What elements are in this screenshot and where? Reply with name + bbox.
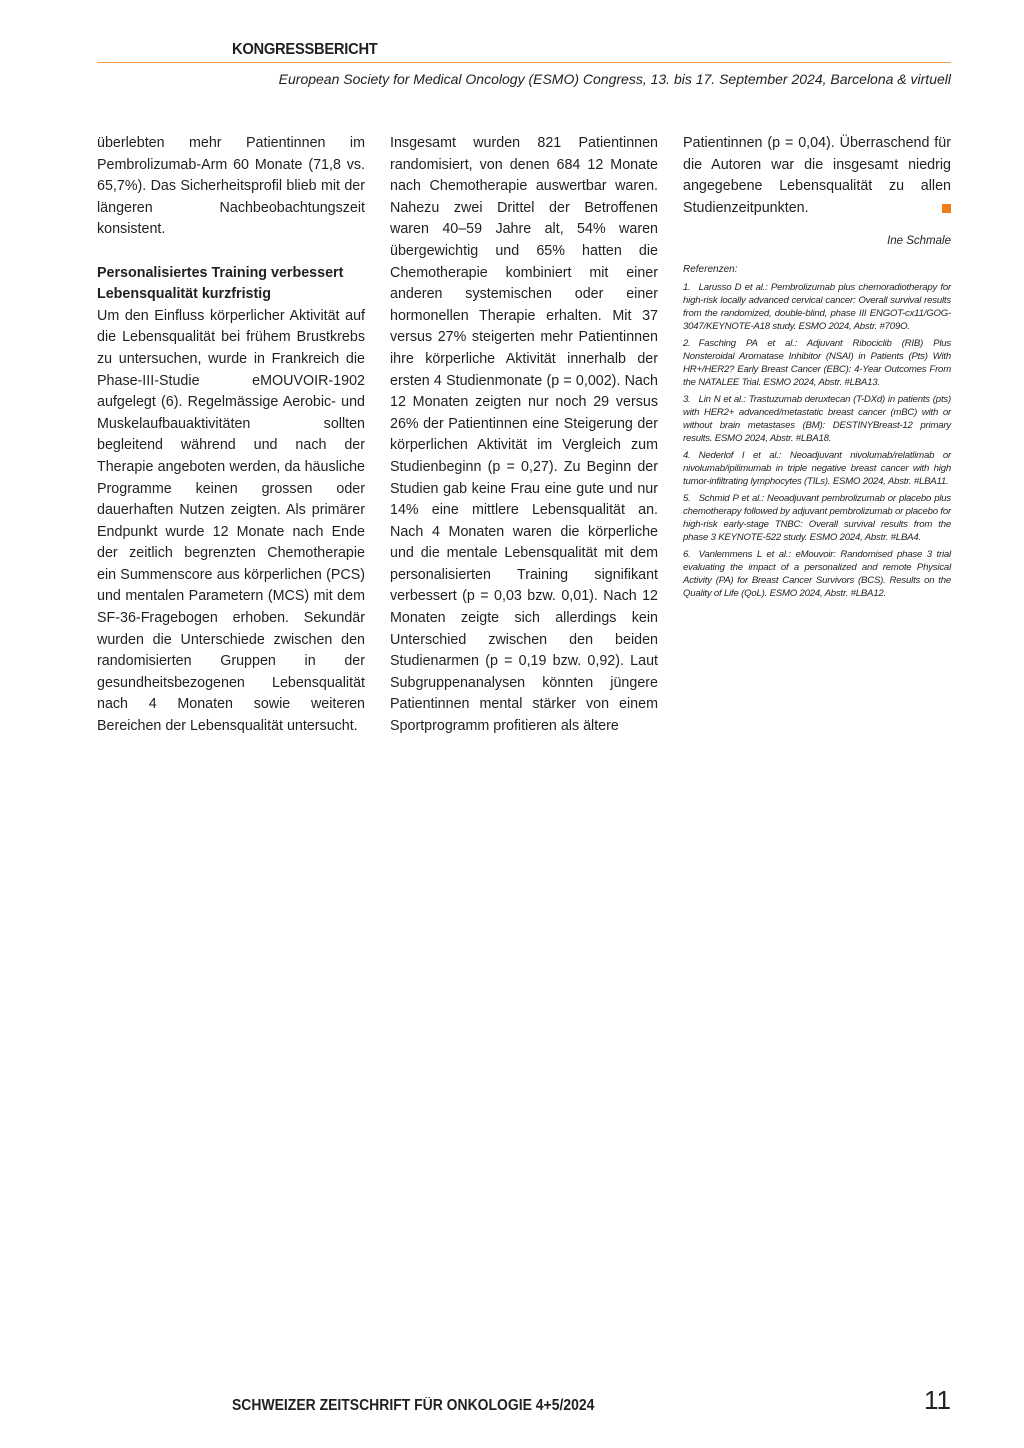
reference-item bbox=[683, 337, 951, 389]
references-title: Referenzen: bbox=[683, 264, 738, 276]
journal-footer: SCHWEIZER ZEITSCHRIFT FÜR ONKOLOGIE 4+5/2024 bbox=[232, 1397, 595, 1414]
reference-item bbox=[683, 548, 951, 600]
reference-text: Schmid P et al.: Neoadjuvant pembrolizumab or placebo plus chemotherapy followed by adjuvant pembrolizumab or placebo for high-risk early-stage TNBC: Overall survival results from the phase 3 KEYNOTE-522 study. ESMO 2024, Abstr. #LBA4. bbox=[683, 493, 951, 544]
reference-text: Vanlemmens L et al.: eMouvoir: Randomised phase 3 trial evaluating the impact of a personalized and remote Physical Activity (PA) for Breast Cancer Survivors (BCS). Results on the Quality of Life (QoL). ESMO 2024, Abstr. #LBA12. bbox=[683, 549, 951, 600]
reference-text: Fasching PA et al.: Adjuvant Ribociclib (RIB) Plus Nonsteroidal Aromatase Inhibitor (NSAI) in Patients (Pts) With HR+/HER2? Early Breast Cancer (EBC): 4-Year Outcomes From the NATALEE Trial. ESMO 2024, Abstr. #LBA13. bbox=[683, 338, 951, 389]
end-of-article-square-icon bbox=[942, 204, 951, 213]
reference-number: 6. bbox=[683, 549, 691, 561]
paragraph: überlebten mehr Patientinnen im Pembrolizumab-Arm 60 Monate (71,8 vs. 65,7%). Das Sicherheitsprofil blieb mit der längeren Nachbeobachtungszeit konsistent. bbox=[97, 135, 365, 238]
author-name: Ine Schmale bbox=[887, 235, 951, 248]
header-divider bbox=[97, 62, 951, 63]
reference-number: 2. bbox=[683, 338, 691, 350]
reference-number: 1. bbox=[683, 282, 691, 294]
column-2 bbox=[390, 133, 658, 738]
reference-item bbox=[683, 449, 951, 488]
reference-text: Nederlof I et al.: Neoadjuvant nivolumab/relatlimab or nivolumab/ipilimumab in triple negative breast cancer with high tumor-infiltrating lymphocytes (TILs). ESMO 2024, Abstr. #LBA11. bbox=[683, 450, 951, 488]
reference-number: 4. bbox=[683, 450, 691, 462]
column-3 bbox=[683, 133, 951, 604]
section-title: KONGRESSBERICHT bbox=[232, 41, 378, 58]
references-list bbox=[683, 281, 951, 600]
reference-item bbox=[683, 492, 951, 544]
paragraph: Insgesamt wurden 821 Patientinnen randomisiert, von denen 684 12 Monate nach Chemotherapie auswertbar waren. Nahezu zwei Drittel der Betroffenen waren 40–59 Jahre alt, 54% waren übergewichtig und 65% hatten die Chemotherapie kombiniert mit einer anderen systemischen oder einer hormonellen Therapie erhalten. Mit 37 versus 27% steigerten mehr Patientinnen ihre körperliche Aktivität innerhalb der ersten 4 Studienmonate (p = 0,002). Nach 12 Monaten zeigten nur noch 29 versus 26% der Patientinnen eine Steigerung der körperlichen Aktivität im Vergleich zum Studienbeginn (p = 0,27). Zu Beginn der Studien gab keine Frau eine gute und nur 14% eine mittlere Lebensqualität an. Nach 4 Monaten waren die körperliche und die mentale Lebensqualität mit dem personalisierten Training signifikant verbessert (p = 0,03 bzw. 0,01). Nach 12 Monaten zeigte sich allerdings kein Unterschied zwischen den beiden Studienarmen (p = 0,19 bzw. 0,92). Laut Subgruppenanalysen könnten jüngere Patientinnen mental stärker von einem Sportprogramm profitieren als ältere bbox=[390, 135, 658, 735]
column-1 bbox=[97, 133, 365, 738]
reference-number: 3. bbox=[683, 394, 691, 406]
section-heading: Personalisiertes Training verbessert Lebensqualität kurzfristig bbox=[97, 264, 344, 303]
reference-text: Lin N et al.: Trastuzumab deruxtecan (T-DXd) in patients (pts) with HER2+ advanced/metastatic breast cancer (mBC) with or without brain metastases (BM): DESTINYBreast-12 primary results. ESMO 2024, Abstr. #LBA18. bbox=[683, 394, 951, 445]
paragraph-text: Patientinnen (p = 0,04). Überraschend für die Autoren war die insgesamt niedrig angegebene Lebensqualität zu allen Studienzeitpunkten. bbox=[683, 135, 951, 216]
page-number: 11 bbox=[924, 1385, 951, 1415]
reference-item bbox=[683, 281, 951, 333]
paragraph: Um den Einfluss körperlicher Aktivität auf die Lebensqualität bei frühem Brustkrebs zu untersuchen, wurde in Frankreich die Phase-III-Studie eMOUVOIR-1902 aufgelegt (6). Regelmässige Aerobic- und Muskelaufbauaktivitäten sollten begleitend während und nach der Therapie angeboten werden, da häusliche Programme keinen grossen oder dauerhaften Nutzen zeigten. Als primärer Endpunkt wurde 12 Monate nach Ende der zeitlich begrenzten Chemotherapie ein Summenscore aus körperlichen (PCS) und mentalen Parametern (MCS) mit dem SF-36-Fragebogen erhoben. Sekundär wurden die Unterschiede zwischen den randomisierten Gruppen in der gesundheitsbezogenen Lebensqualität nach 4 Monaten sowie weiteren Bereichen der Lebensqualität untersucht. bbox=[97, 307, 365, 735]
paragraph bbox=[683, 133, 951, 219]
reference-text: Larusso D et al.: Pembrolizumab plus chemoradiotherapy for high-risk locally advanced cervical cancer: Overall survival results from the randomized, double-blind, phase III ENGOT-cx11/GOG-3047/KEYNOTE-A18 study. ESMO 2024, Abstr. #709O. bbox=[683, 282, 951, 333]
reference-number: 5. bbox=[683, 493, 691, 505]
reference-item bbox=[683, 393, 951, 445]
congress-subtitle: European Society for Medical Oncology (ESMO) Congress, 13. bis 17. September 2024, Barcelona & virtuell bbox=[278, 71, 951, 87]
